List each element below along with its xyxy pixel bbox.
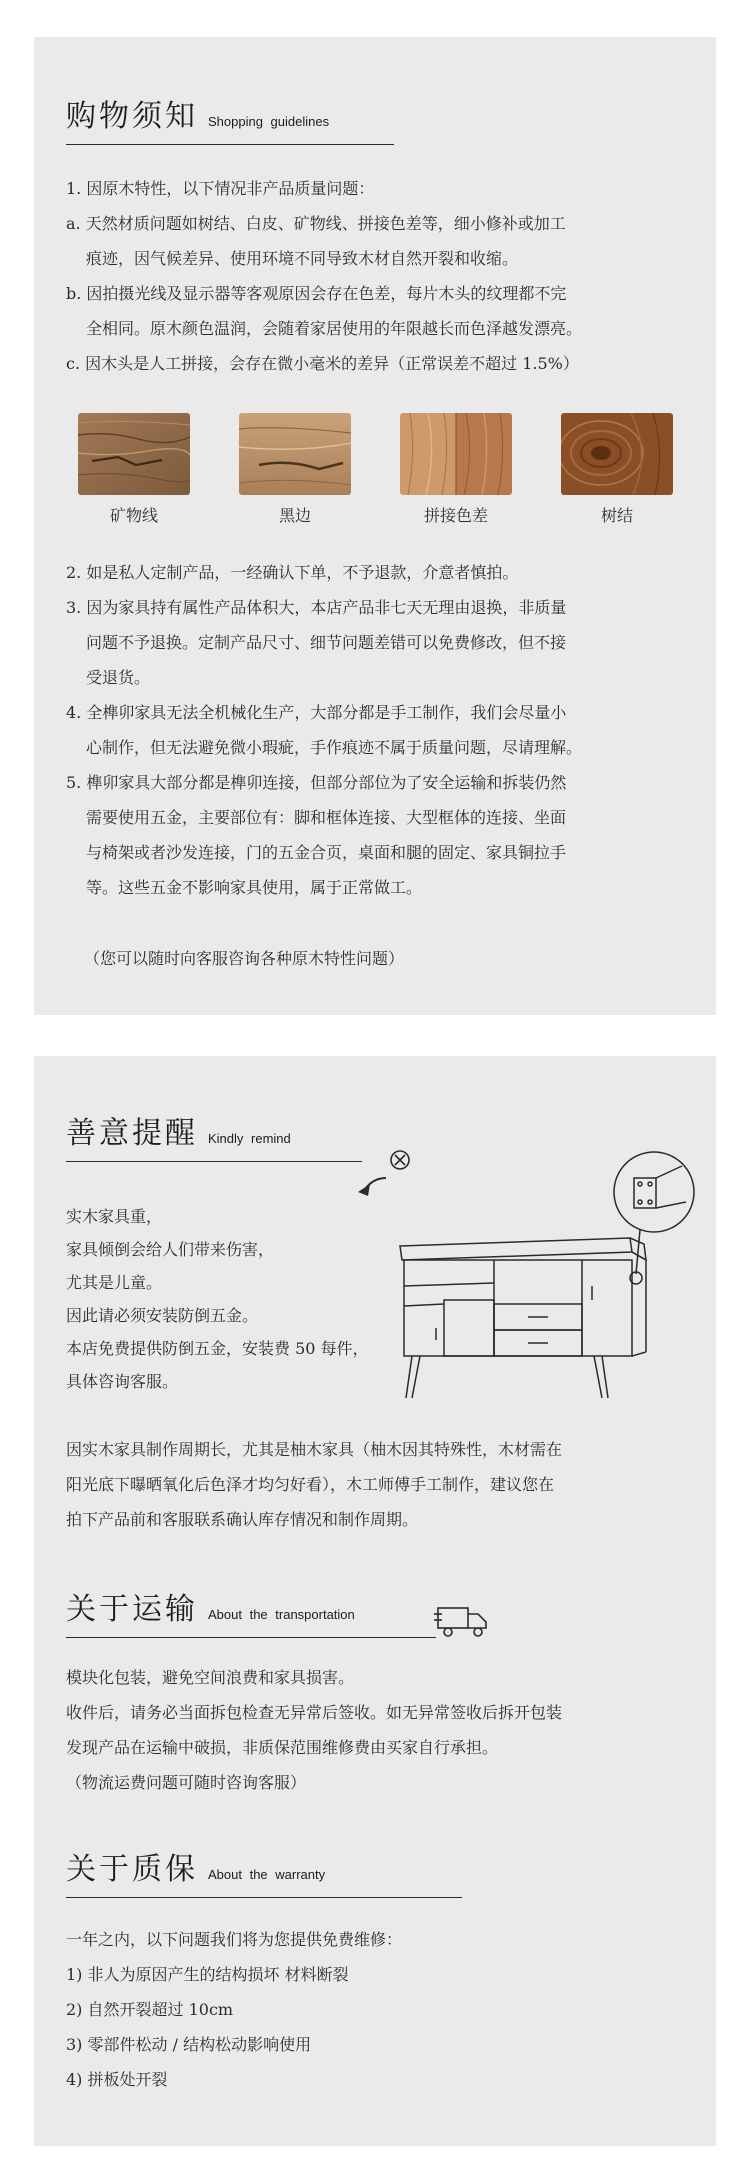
guideline-item-5-cont: 需要使用五金，主要部位有：脚和框体连接、大型框体的连接、坐面	[86, 808, 567, 827]
period-line: 因实木家具制作周期长，尤其是柚木家具（柚木因其特殊性，木材需在	[66, 1440, 563, 1459]
period-line: 拍下产品前和客服联系确认库存情况和制作周期。	[66, 1510, 419, 1529]
warranty-line: 3) 零部件松动 / 结构松动影响使用	[66, 2035, 312, 2054]
guideline-item-3-cont: 受退货。	[86, 668, 151, 687]
transport-line: 收件后，请务必当面拆包检查无异常后签收。如无异常签收后拆开包装	[66, 1703, 563, 1722]
wood-black-edge-photo	[239, 413, 351, 495]
guideline-item-1: 1. 因原木特性，以下情况非产品质量问题：	[66, 179, 375, 198]
warranty-line: 1) 非人为原因产生的结构损坏 材料断裂	[66, 1965, 349, 1984]
wood-swatch-labels	[78, 503, 678, 533]
delivery-truck-icon	[434, 1604, 490, 1640]
swatch-label: 矿物线	[109, 506, 158, 525]
warranty-line: 一年之内，以下问题我们将为您提供免费维修：	[66, 1930, 403, 1949]
wood-knot-photo	[561, 413, 673, 495]
swatch-label: 拼接色差	[423, 506, 488, 525]
heading-underline	[66, 1897, 462, 1898]
remind-line: 本店免费提供防倒五金，安装费 50 每件，	[66, 1339, 369, 1358]
heading-title-zh: 购物须知	[66, 99, 198, 134]
guideline-item-c: c. 因木头是人工拼接，会存在微小毫米的差异（正常误差不超过 1.5%）	[66, 354, 579, 373]
guideline-item-4: 4. 全榫卯家具无法全机械化生产，大部分都是手工制作，我们会尽量小	[66, 703, 567, 722]
guidelines-list-bottom	[66, 555, 692, 905]
heading-title-en: About the transportation	[208, 1607, 355, 1622]
transport-line: 发现产品在运输中破损，非质保范围维修费由买家自行承担。	[66, 1738, 499, 1757]
warranty-heading	[66, 1844, 462, 1898]
swatch-label: 黑边	[278, 506, 311, 525]
guidelines-list-top	[66, 171, 692, 381]
guideline-item-3: 3. 因为家具持有属性产品体积大，本店产品非七天无理由退换，非质量	[66, 598, 567, 617]
heading-title-en: Shopping guidelines	[208, 114, 330, 129]
heading-title-zh: 关于运输	[66, 1592, 198, 1627]
period-line: 阳光底下曝晒氧化后色泽才均匀好看），木工师傅手工制作，建议您在	[66, 1475, 555, 1494]
transport-line: （物流运费问题可随时咨询客服）	[66, 1773, 307, 1792]
sideboard-cabinet-illustration	[382, 1136, 702, 1400]
guideline-item-b: b. 因拍摄光线及显示器等客观原因会存在色差，每片木头的纹理都不完	[66, 284, 567, 303]
remind-line: 实木家具重，	[66, 1207, 163, 1226]
heading-title-en: Kindly remind	[208, 1131, 291, 1146]
reminder-panel	[34, 1056, 716, 2146]
production-period-note	[66, 1432, 692, 1537]
transport-line: 模块化包装，避免空间浪费和家具损害。	[66, 1668, 355, 1687]
kindly-remind-heading	[66, 1108, 362, 1162]
remind-line: 家具倾倒会给人们带来伤害，	[66, 1240, 275, 1259]
remind-line: 因此请必须安装防倒五金。	[66, 1306, 259, 1325]
guideline-item-5: 5. 榫卯家具大部分都是榫卯连接，但部分部位为了安全运输和拆装仍然	[66, 773, 567, 792]
guideline-item-5-cont: 与椅架或者沙发连接，门的五金合页，桌面和腿的固定、家具铜拉手	[86, 843, 567, 862]
shopping-guidelines-heading	[66, 91, 394, 145]
heading-title-zh: 关于质保	[66, 1852, 198, 1887]
consult-note: （您可以随时向客服咨询各种原木特性问题）	[84, 949, 405, 968]
warranty-line: 2) 自然开裂超过 10cm	[66, 2000, 234, 2019]
guideline-item-5-cont: 等。这些五金不影响家具使用，属于正常做工。	[86, 878, 423, 897]
guideline-item-a: a. 天然材质问题如树结、白皮、矿物线、拼接色差等，细小修补或加工	[66, 214, 566, 233]
wood-mineral-line-photo	[78, 413, 190, 495]
guidelines-note	[84, 941, 692, 976]
heading-title-en: About the warranty	[208, 1867, 326, 1882]
transportation-text	[66, 1660, 692, 1800]
warranty-text	[66, 1922, 692, 2097]
heading-underline	[66, 144, 394, 145]
heading-underline	[66, 1161, 362, 1162]
guideline-item-2: 2. 如是私人定制产品，一经确认下单，不予退款，介意者慎拍。	[66, 563, 519, 582]
remind-line: 具体咨询客服。	[66, 1372, 179, 1391]
heading-title-zh: 善意提醒	[66, 1116, 198, 1151]
guideline-item-3-cont: 问题不予退换。定制产品尺寸、细节问题差错可以免费修改，但不接	[86, 633, 567, 652]
wood-swatch-row	[78, 413, 678, 495]
swatch-label: 树结	[600, 506, 633, 525]
guideline-item-b-cont: 全相同。原木颜色温润，会随着家居使用的年限越长而色泽越发漂亮。	[86, 319, 583, 338]
heading-underline	[66, 1637, 436, 1638]
guideline-item-4-cont: 心制作，但无法避免微小瑕疵，手作痕迹不属于质量问题，尽请理解。	[86, 738, 583, 757]
wood-joint-color-difference-photo	[400, 413, 512, 495]
remind-lines	[66, 1200, 416, 1398]
transportation-heading	[66, 1584, 436, 1638]
shopping-guidelines-panel	[34, 37, 716, 1015]
remind-line: 尤其是儿童。	[66, 1273, 163, 1292]
warranty-line: 4) 拼板处开裂	[66, 2070, 168, 2089]
guideline-item-a-cont: 痕迹，因气候差异、使用环境不同导致木材自然开裂和收缩。	[86, 249, 519, 268]
